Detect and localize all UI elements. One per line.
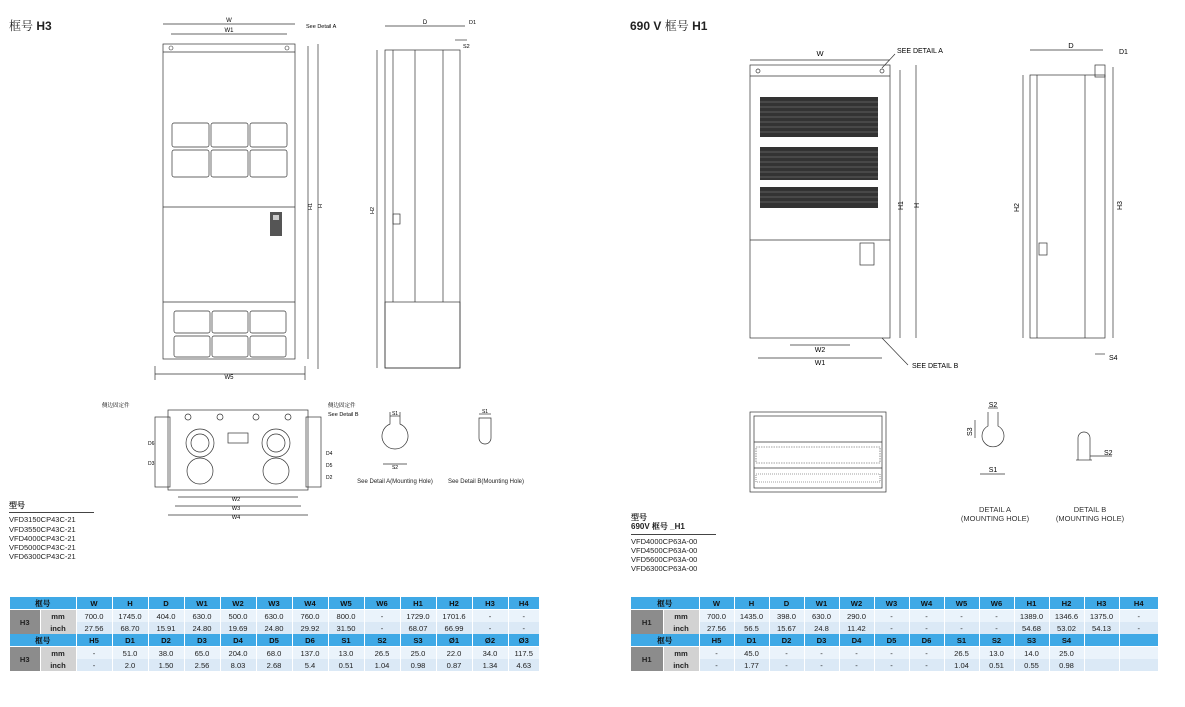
h1-detail-b-s2: S2 <box>1104 450 1113 457</box>
model-item: VFD5600CP63A-00 <box>631 555 698 565</box>
table-row: H3 mm - 51.0 38.0 65.0 204.0 68.0 137.0 13.0 26.5 25.0 22.0 34.0 117.5 <box>10 647 540 660</box>
h3-front-view-drawing <box>150 14 340 384</box>
dim-d3: D3 <box>148 461 155 467</box>
h3-detail-a-drawing <box>375 408 415 470</box>
model-item: VFD5000CP43C-21 <box>9 543 76 553</box>
side-bracket-right: 侧边固定件 <box>328 403 356 409</box>
dim-w5: W5 <box>224 375 234 381</box>
h1-dim-w1: W1 <box>814 360 826 367</box>
model-item: VFD3150CP43C-21 <box>9 515 76 525</box>
see-detail-a-ref: See Detail A <box>306 24 337 30</box>
h1-detail-a-s1: S1 <box>988 467 998 474</box>
see-detail-b-ref: See Detail B <box>328 412 359 418</box>
right-page-title <box>630 17 707 34</box>
table-row: H3 mm 700.0 1745.0 404.0 630.0 500.0 630.0 760.0 800.0 - 1729.0 1701.6 - - <box>10 610 540 623</box>
dim-d: D <box>422 20 428 26</box>
table-row: inch 27.56 68.70 15.91 24.80 19.69 24.80 29.92 31.50 - 68.07 66.99 - - <box>10 622 540 634</box>
h1-models-header: 型号 <box>631 513 647 522</box>
h1-dim-w: W <box>816 49 824 58</box>
model-item: VFD4000CP63A-00 <box>631 536 698 546</box>
h1-dim-w2: W2 <box>814 347 826 354</box>
frame-cell: H1 <box>631 610 663 635</box>
table-row: H1 mm 700.0 1435.0 398.0 630.0 290.0 - - - - 1389.0 1346.6 1375.0 - <box>631 610 1159 623</box>
h1-dim-h1: H1 <box>898 201 905 210</box>
h1-dim-s4: S4 <box>1109 355 1118 362</box>
table-row: H1 mm - 45.0 - - - - - 26.5 13.0 14.0 25.0 <box>631 647 1159 660</box>
dim-s2: S2 <box>463 44 470 50</box>
h1-dimension-table <box>631 597 1159 671</box>
h3-dimension-table <box>10 597 540 671</box>
h1-dim-h: H <box>914 202 921 208</box>
h1-detail-a-drawing <box>955 398 1015 478</box>
frame-cell: H1 <box>631 647 663 672</box>
dim-w4: W4 <box>231 515 241 521</box>
dim-w3: W3 <box>231 506 241 512</box>
side-bracket-left: 侧边固定件 <box>102 403 130 409</box>
right-title-cn: 框号 <box>664 19 689 33</box>
detail-a-s1: S1 <box>391 411 399 417</box>
model-item: VFD4000CP43C-21 <box>9 533 76 543</box>
left-title-code: H3 <box>36 19 52 33</box>
dim-w2: W2 <box>231 497 241 503</box>
table-row: inch 27.56 56.5 15.67 24.8 11.42 - - - - 54.68 53.02 54.13 - <box>631 622 1159 634</box>
model-item: VFD6300CP43C-21 <box>9 552 76 562</box>
dim-d1: D1 <box>469 20 477 26</box>
table-header-row: 框号 W H D W1 W2 W3 W4 W5 W6 H1 H2 H3 H4 <box>10 597 540 610</box>
left-title-cn: 框号 <box>9 19 34 33</box>
h3-bottom-view-drawing <box>100 395 370 525</box>
dim-w: W <box>226 18 232 24</box>
dim-d2: D2 <box>326 475 333 481</box>
h1-detail-a-s3: S3 <box>967 427 974 436</box>
frame-cell: H3 <box>10 647 40 672</box>
detail-a-s2: S2 <box>391 465 399 471</box>
h1-side-view-drawing <box>1005 40 1135 370</box>
h1-dim-h3: H3 <box>1117 201 1124 210</box>
table-header-row: 框号 H5 D1 D2 D3 D4 D5 D6 S1 S2 S3 Ø1 Ø2 Ø3 <box>10 634 540 647</box>
h3-models-header: 型号 <box>9 501 25 510</box>
h3-side-view-drawing <box>365 14 475 374</box>
h1-dim-d: D <box>1068 41 1074 50</box>
dim-h1: H1 <box>308 202 314 210</box>
dim-d5: D5 <box>326 463 333 469</box>
h1-dim-d1: D1 <box>1119 49 1128 56</box>
left-page-title <box>9 17 52 34</box>
table-header-row: 框号 W H D W1 W2 W3 W4 W5 W6 H1 H2 H3 H4 <box>631 597 1159 610</box>
dim-h2: H2 <box>370 206 376 214</box>
h3-detail-b-caption: See Detail B(Mounting Hole) <box>447 479 525 485</box>
detail-b-s1: S1 <box>481 409 489 415</box>
h3-detail-b-drawing <box>470 408 500 448</box>
dim-w1: W1 <box>224 28 234 34</box>
right-title-code: H1 <box>692 19 708 33</box>
h1-detail-b-drawing <box>1068 420 1128 465</box>
model-item: VFD3550CP43C-21 <box>9 524 76 534</box>
right-title-prefix: 690 V <box>630 19 662 33</box>
h1-front-view-drawing <box>740 40 970 380</box>
frame-cell: H3 <box>10 610 40 635</box>
table-row: inch - 2.0 1.50 2.56 8.03 2.68 5.4 0.51 1.04 0.98 0.87 1.34 4.63 <box>10 659 540 671</box>
h1-models-subheader: 690V 框号 _H1 <box>631 522 685 532</box>
model-item: VFD4500CP63A-00 <box>631 545 698 555</box>
h1-bottom-view-drawing <box>748 410 888 495</box>
h1-detail-b-caption: DETAIL B (MOUNTING HOLE) <box>1055 505 1125 523</box>
h1-detail-a-caption: DETAIL A (MOUNTING HOLE) <box>960 505 1030 523</box>
h1-detail-a-s2: S2 <box>988 402 998 409</box>
h1-see-detail-b: SEE DETAIL B <box>912 363 959 370</box>
table-row: inch - 1.77 - - - - - 1.04 0.51 0.55 0.98 <box>631 659 1159 671</box>
model-item: VFD6300CP63A-00 <box>631 564 698 574</box>
h3-detail-a-caption: See Detail A(Mounting Hole) <box>357 479 433 485</box>
dim-h: H <box>318 204 324 208</box>
h3-model-list <box>9 501 94 562</box>
dim-d4: D4 <box>326 451 333 457</box>
h1-model-list <box>631 513 716 574</box>
h1-dim-h2: H2 <box>1014 203 1021 212</box>
dim-d6: D6 <box>148 441 155 447</box>
h1-see-detail-a: SEE DETAIL A <box>897 48 943 55</box>
table-header-row: 框号 H5 D1 D2 D3 D4 D5 D6 S1 S2 S3 S4 <box>631 634 1159 647</box>
